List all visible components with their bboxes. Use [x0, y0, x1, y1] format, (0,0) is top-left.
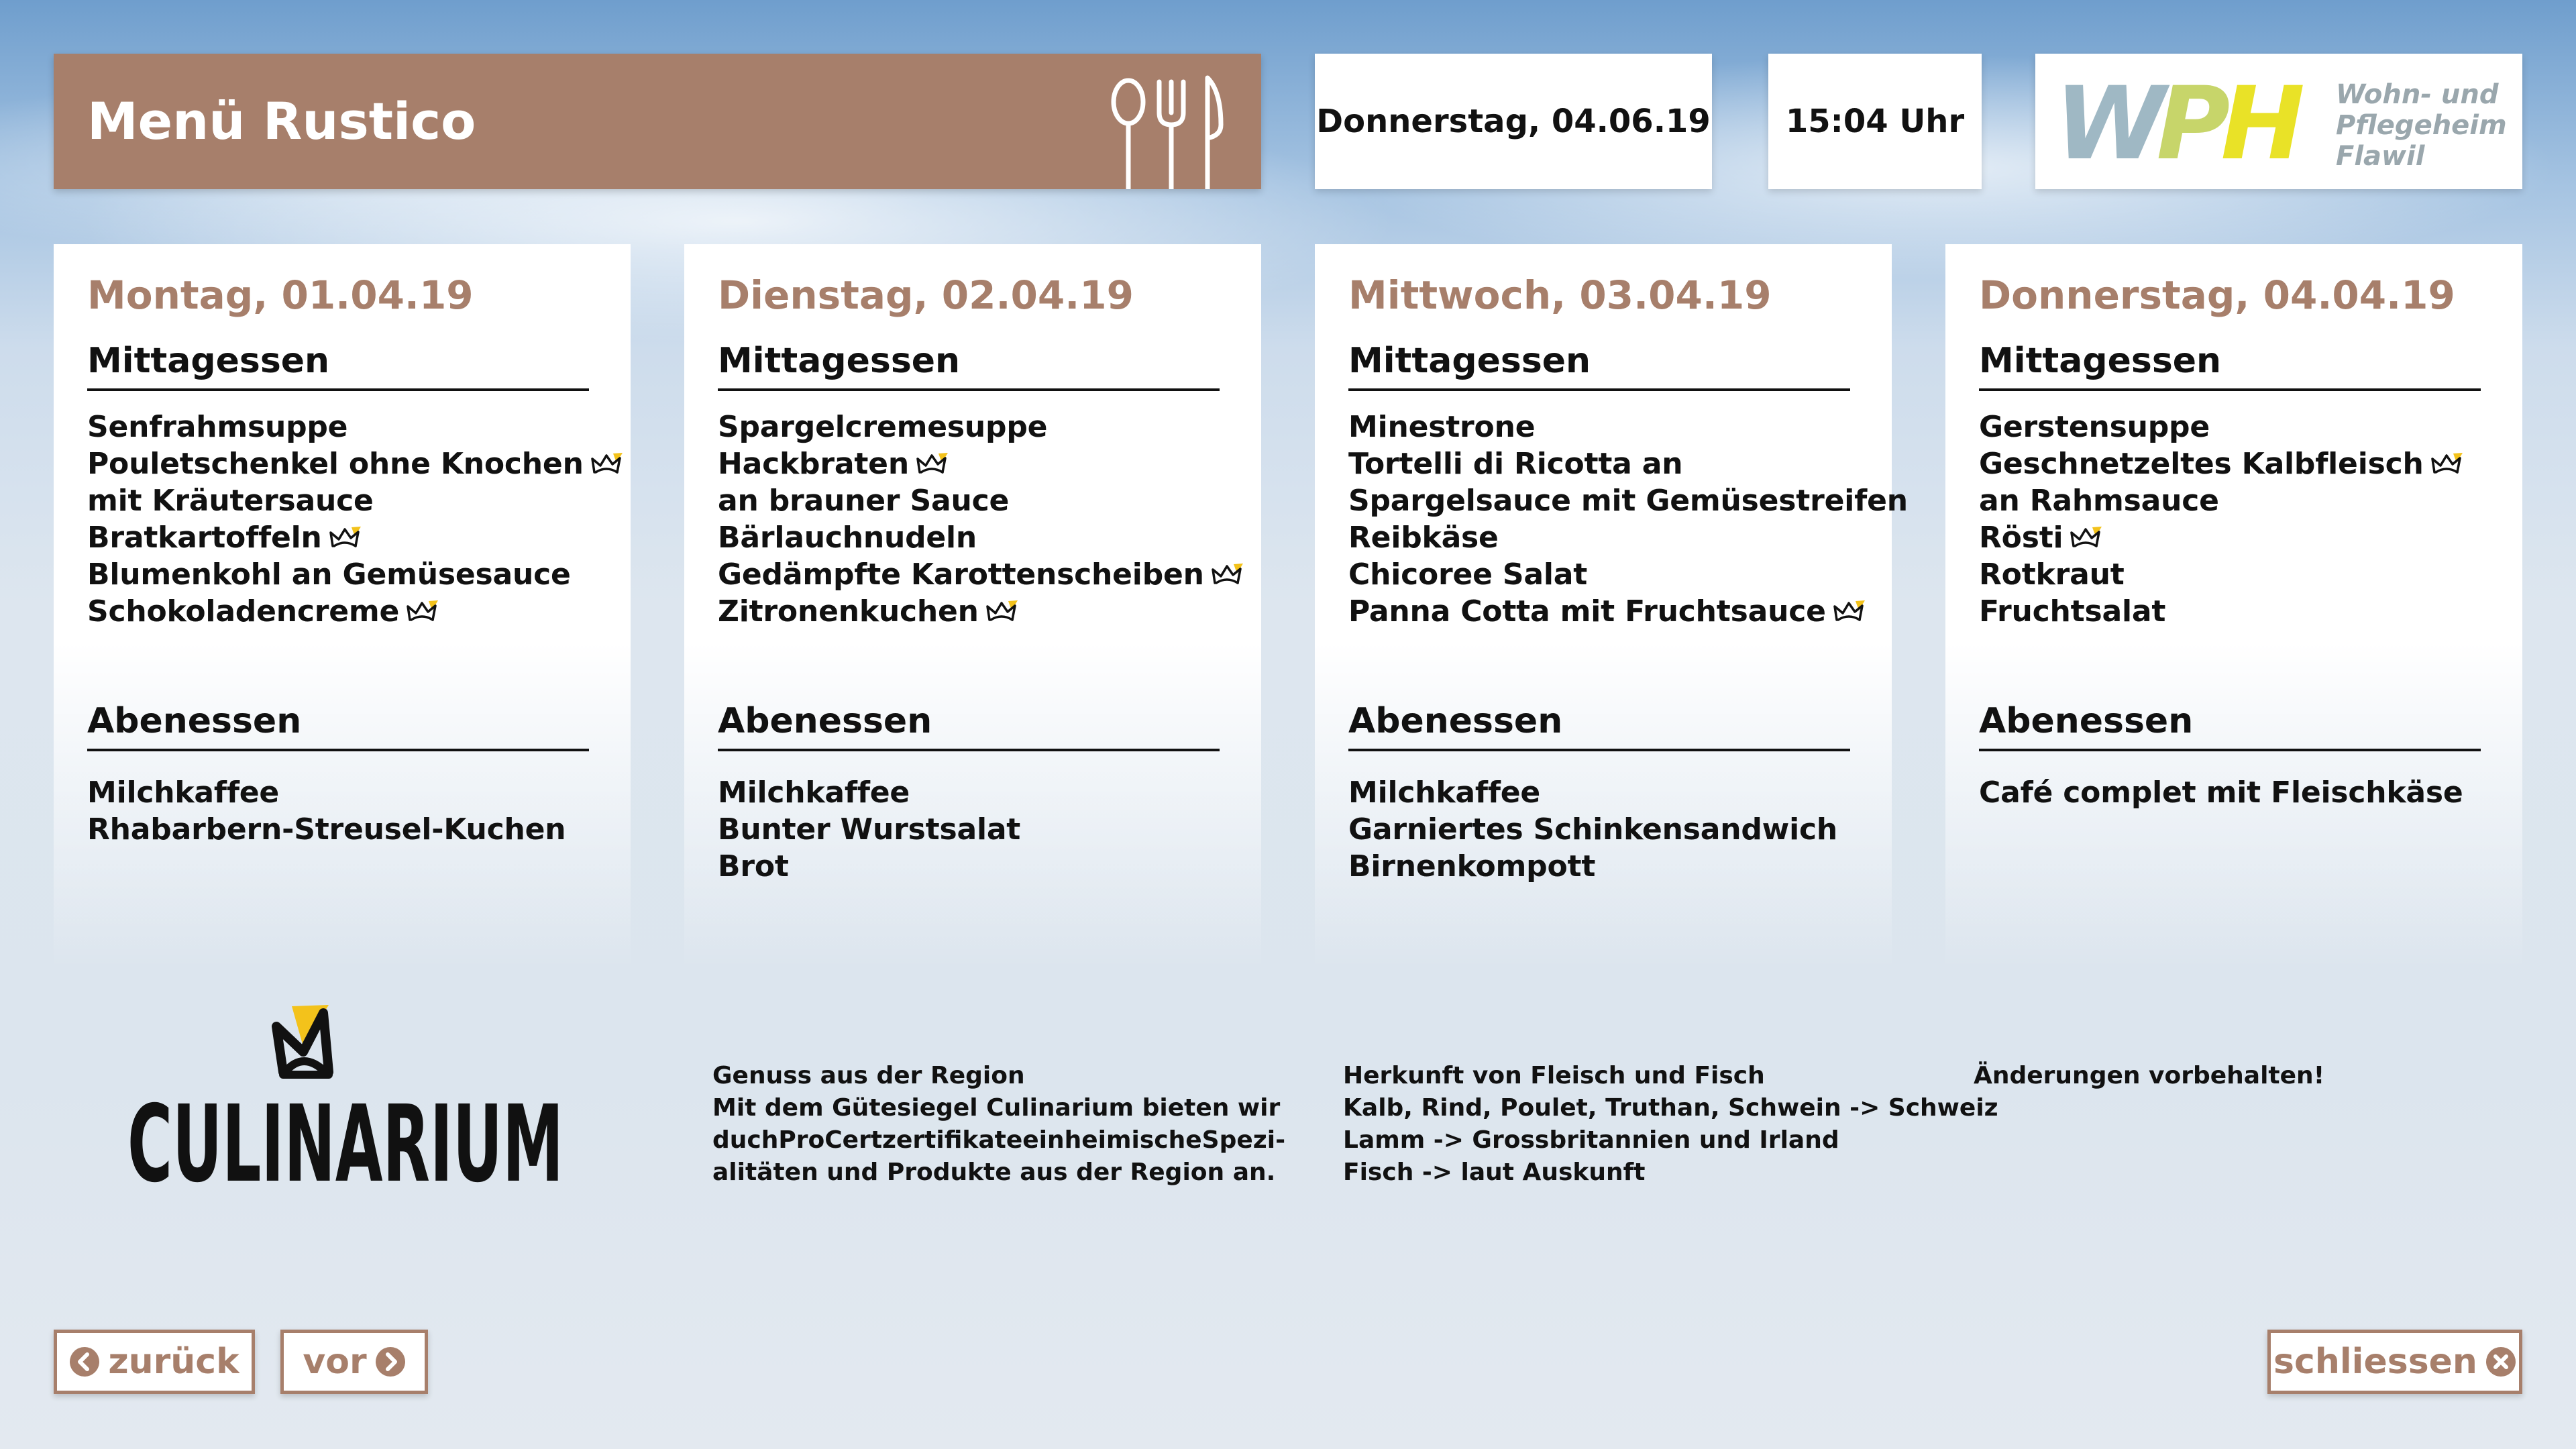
dish-item [718, 482, 1228, 519]
dish-item [718, 848, 1020, 885]
logo-line3: Flawil [2336, 141, 2425, 172]
crown-icon [916, 452, 949, 476]
dish-item [1979, 556, 2489, 593]
note-line: Lamm -> Grossbritannien und Irland [1343, 1126, 1839, 1154]
dinner-heading: Abenessen [1348, 700, 1850, 751]
dish-text: Pouletschenkel ohne Knochen [87, 446, 584, 481]
dish-item [87, 593, 597, 630]
dish-text: Bratkartoffeln [87, 520, 322, 555]
dish-text: Brot [718, 849, 789, 883]
crown-icon [2070, 526, 2103, 550]
dish-text: Milchkaffee [87, 775, 280, 810]
dish-text: Panna Cotta mit Fruchtsauce [1348, 594, 1826, 629]
current-date: Donnerstag, 04.06.19 [1315, 54, 1712, 189]
dish-item [87, 445, 597, 482]
dish-item [718, 774, 1020, 811]
dish-item [1348, 848, 1837, 885]
dish-text: Rhabarbern-Streusel-Kuchen [87, 812, 566, 847]
note-changes [1974, 1060, 2510, 1092]
dish-text: Milchkaffee [718, 775, 910, 810]
dish-text: Chicoree Salat [1348, 557, 1588, 592]
lunch-heading: Mittagessen [87, 340, 589, 391]
back-button-label: zurück [108, 1342, 239, 1382]
dish-text: Spargelcremesuppe [718, 409, 1048, 444]
note-region [712, 1060, 1286, 1189]
dish-item [1348, 811, 1837, 848]
dinner-list [1348, 774, 1837, 885]
dish-text: Garniertes Schinkensandwich [1348, 812, 1838, 847]
dish-text: Gerstensuppe [1979, 409, 2210, 444]
dish-item [87, 774, 566, 811]
dish-text: Gedämpfte Karottenscheiben [718, 557, 1204, 592]
dish-item [1979, 482, 2489, 519]
dish-item [1979, 593, 2489, 630]
crown-icon [1211, 563, 1244, 587]
dish-item [87, 811, 566, 848]
crown-icon [985, 600, 1019, 624]
dish-text: mit Kräutersauce [87, 483, 374, 518]
dish-text: Geschnetzeltes Kalbfleisch [1979, 446, 2424, 481]
dish-text: Bärlauchnudeln [718, 520, 977, 555]
note-line: duchProCertzertifikateeinheimischeSpezi- [712, 1126, 1286, 1154]
wph-logo [2035, 54, 2522, 189]
dish-item [1979, 445, 2489, 482]
logo-line2: Pflegeheim [2336, 110, 2507, 141]
dish-text: Rotkraut [1979, 557, 2125, 592]
wph-logo-mark [2051, 64, 2507, 178]
day-card-thursday [1945, 244, 2522, 969]
dinner-heading: Abenessen [87, 700, 589, 751]
chevron-left-circle-icon [69, 1346, 100, 1377]
dish-item [87, 482, 597, 519]
culinarium-logo [127, 1000, 570, 1194]
dish-item [87, 409, 597, 445]
cutlery-icon [1107, 71, 1228, 189]
close-button-label: schliessen [2273, 1342, 2477, 1382]
dish-text: an Rahmsauce [1979, 483, 2219, 518]
dish-item [87, 556, 597, 593]
lunch-list [87, 409, 597, 630]
menu-title: Menü Rustico [87, 91, 476, 151]
dish-text: Rösti [1979, 520, 2063, 555]
dish-text: Bunter Wurstsalat [718, 812, 1021, 847]
dish-text: Spargelsauce mit Gemüsestreifen [1348, 483, 1908, 518]
dish-text: Reibkäse [1348, 520, 1499, 555]
dish-item [1348, 556, 1858, 593]
lunch-heading: Mittagessen [1979, 340, 2481, 391]
dish-item [718, 409, 1228, 445]
svg-text:WPH: WPH [2055, 66, 2296, 178]
day-card-monday [54, 244, 631, 969]
note-line: Änderungen vorbehalten! [1974, 1062, 2325, 1089]
day-title: Donnerstag, 04.04.19 [1979, 272, 2455, 318]
dish-item [1348, 519, 1858, 556]
dinner-heading: Abenessen [718, 700, 1220, 751]
close-button[interactable] [2267, 1330, 2522, 1394]
note-line: Mit dem Gütesiegel Culinarium bieten wir [712, 1094, 1281, 1122]
dish-item [718, 593, 1228, 630]
dish-text: Minestrone [1348, 409, 1536, 444]
note-line: Kalb, Rind, Poulet, Truthan, Schwein -> Schweiz [1343, 1094, 1998, 1122]
dish-item [1348, 409, 1858, 445]
lunch-list [1348, 409, 1908, 630]
crown-icon [1833, 600, 1866, 624]
culinarium-logo-text: CULINARIUM [127, 1083, 564, 1194]
lunch-heading: Mittagessen [718, 340, 1220, 391]
close-circle-icon [2485, 1346, 2516, 1377]
dinner-heading: Abenessen [1979, 700, 2481, 751]
dish-text: an brauner Sauce [718, 483, 1010, 518]
menu-title-bar [54, 54, 1261, 189]
dish-text: Birnenkompott [1348, 849, 1596, 883]
dish-text: Senfrahmsuppe [87, 409, 348, 444]
dish-text: Hackbraten [718, 446, 909, 481]
note-line: alitäten und Produkte aus der Region an. [712, 1159, 1276, 1186]
lunch-list [1979, 409, 2489, 630]
dish-item [1348, 774, 1837, 811]
dish-text: Café complet mit Fleischkäse [1979, 775, 2463, 810]
note-line: Genuss aus der Region [712, 1062, 1025, 1089]
dish-item [87, 519, 597, 556]
dish-text: Fruchtsalat [1979, 594, 2166, 629]
dish-text: Tortelli di Ricotta an [1348, 446, 1683, 481]
current-time: 15:04 Uhr [1768, 54, 1982, 189]
note-origin [1343, 1060, 1998, 1189]
crown-icon [590, 452, 624, 476]
day-card-tuesday [684, 244, 1261, 969]
lunch-list [718, 409, 1228, 630]
dish-item [718, 519, 1228, 556]
dish-text: Schokoladencreme [87, 594, 400, 629]
dish-item [1348, 593, 1858, 630]
crown-icon [329, 526, 362, 550]
note-line: Herkunft von Fleisch und Fisch [1343, 1062, 1765, 1089]
chevron-right-circle-icon [375, 1346, 406, 1377]
dish-item [718, 445, 1228, 482]
dish-item [718, 556, 1228, 593]
dish-text: Blumenkohl an Gemüsesauce [87, 557, 571, 592]
dinner-list [1979, 774, 2463, 811]
dinner-list [87, 774, 566, 848]
day-title: Mittwoch, 03.04.19 [1348, 272, 1772, 318]
dish-item [1348, 445, 1858, 482]
crown-icon [406, 600, 439, 624]
day-card-wednesday [1315, 244, 1908, 969]
culinarium-crown-icon [276, 1005, 329, 1075]
dish-text: Zitronenkuchen [718, 594, 979, 629]
dish-item [1979, 409, 2489, 445]
lunch-heading: Mittagessen [1348, 340, 1850, 391]
dish-text: Milchkaffee [1348, 775, 1541, 810]
dish-item [1348, 482, 1908, 519]
dish-item [1979, 519, 2489, 556]
next-button-label: vor [303, 1342, 367, 1382]
crown-icon [2430, 452, 2464, 476]
next-button[interactable] [280, 1330, 428, 1394]
logo-line1: Wohn- und [2336, 79, 2499, 110]
note-line: Fisch -> laut Auskunft [1343, 1159, 1646, 1186]
day-title: Montag, 01.04.19 [87, 272, 474, 318]
back-button[interactable] [54, 1330, 255, 1394]
dish-item [718, 811, 1020, 848]
day-title: Dienstag, 02.04.19 [718, 272, 1134, 318]
dish-item [1979, 774, 2463, 811]
dinner-list [718, 774, 1020, 885]
